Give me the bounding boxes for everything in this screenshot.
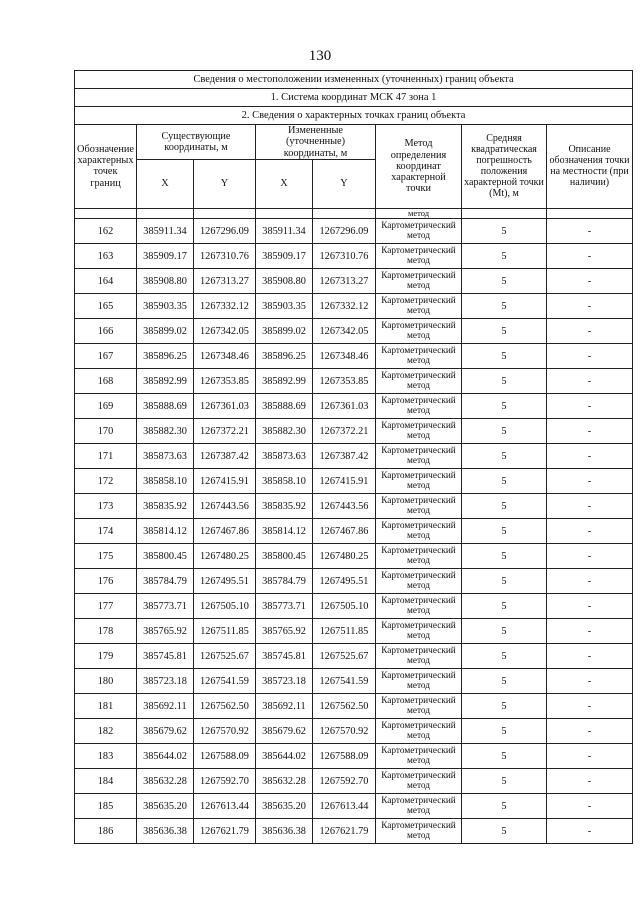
cell-method: Картометрический метод	[376, 544, 462, 569]
cell-point-id: 162	[75, 219, 137, 244]
cell-changed-y: 1267505.10	[313, 594, 376, 619]
cell-existing-y: 1267332.12	[194, 294, 256, 319]
cell-existing-y: 1267525.67	[194, 644, 256, 669]
cell-accuracy-mt: 5	[462, 544, 547, 569]
cell-existing-x: 385858.10	[137, 469, 194, 494]
continuation-row	[75, 208, 633, 218]
cell-accuracy-mt: 5	[462, 419, 547, 444]
cell-point-id: 184	[75, 769, 137, 794]
cell-existing-y: 1267592.70	[194, 769, 256, 794]
cell-existing-x: 385888.69	[137, 394, 194, 419]
cell-existing-x: 385644.02	[137, 744, 194, 769]
cell-changed-y: 1267313.27	[313, 269, 376, 294]
cell-method: Картометрический метод	[376, 444, 462, 469]
cell-accuracy-mt: 5	[462, 344, 547, 369]
cell-changed-y: 1267621.79	[313, 819, 376, 844]
cell-description: -	[547, 619, 633, 644]
cell-point-id: 164	[75, 269, 137, 294]
cell-description: -	[547, 394, 633, 419]
cell-existing-x: 385909.17	[137, 244, 194, 269]
cell-method: Картометрический метод	[376, 694, 462, 719]
cell-changed-x: 385903.35	[256, 294, 313, 319]
cell-accuracy-mt: 5	[462, 719, 547, 744]
cell-changed-x: 385835.92	[256, 494, 313, 519]
cell-point-id: 176	[75, 569, 137, 594]
table-row	[75, 694, 633, 719]
table-row	[75, 769, 633, 794]
cell-existing-x: 385882.30	[137, 419, 194, 444]
cell-accuracy-mt: 5	[462, 619, 547, 644]
cell-changed-y: 1267342.05	[313, 319, 376, 344]
table-row	[75, 294, 633, 319]
header-designation: Обозначение характерных точек границ	[75, 125, 137, 209]
cell-existing-y: 1267387.42	[194, 444, 256, 469]
cell-description: -	[547, 769, 633, 794]
table-row	[75, 719, 633, 744]
cell-point-id: 171	[75, 444, 137, 469]
cell-changed-y: 1267495.51	[313, 569, 376, 594]
cell-changed-x: 385632.28	[256, 769, 313, 794]
cell-changed-y: 1267353.85	[313, 369, 376, 394]
cell-existing-x: 385723.18	[137, 669, 194, 694]
cell-point-id: 173	[75, 494, 137, 519]
cell-changed-y: 1267562.50	[313, 694, 376, 719]
table-row	[75, 519, 633, 544]
boundary-points-table	[74, 70, 633, 844]
continuation-method: метод	[376, 208, 462, 218]
cell-existing-y: 1267296.09	[194, 219, 256, 244]
cell-method: Картометрический метод	[376, 644, 462, 669]
cell-changed-x: 385814.12	[256, 519, 313, 544]
cell-existing-x: 385873.63	[137, 444, 194, 469]
cell-method: Картометрический метод	[376, 244, 462, 269]
cell-description: -	[547, 694, 633, 719]
table-row	[75, 444, 633, 469]
cell-changed-x: 385858.10	[256, 469, 313, 494]
cell-existing-y: 1267415.91	[194, 469, 256, 494]
cell-changed-y: 1267296.09	[313, 219, 376, 244]
cell-changed-x: 385635.20	[256, 794, 313, 819]
cell-accuracy-mt: 5	[462, 394, 547, 419]
cell-accuracy-mt: 5	[462, 744, 547, 769]
cell-method: Картометрический метод	[376, 219, 462, 244]
cell-existing-y: 1267495.51	[194, 569, 256, 594]
cell-description: -	[547, 594, 633, 619]
cell-existing-y: 1267443.56	[194, 494, 256, 519]
cell-existing-y: 1267480.25	[194, 544, 256, 569]
table-row	[75, 569, 633, 594]
cell-method: Картометрический метод	[376, 319, 462, 344]
table-row	[75, 419, 633, 444]
cell-description: -	[547, 244, 633, 269]
cell-point-id: 181	[75, 694, 137, 719]
cell-description: -	[547, 519, 633, 544]
cell-description: -	[547, 444, 633, 469]
cell-description: -	[547, 469, 633, 494]
cell-method: Картометрический метод	[376, 394, 462, 419]
header-changed-y: Y	[313, 159, 376, 208]
cell-point-id: 163	[75, 244, 137, 269]
cell-changed-x: 385773.71	[256, 594, 313, 619]
cell-changed-x: 385909.17	[256, 244, 313, 269]
cell-description: -	[547, 819, 633, 844]
table-row	[75, 244, 633, 269]
cell-changed-y: 1267541.59	[313, 669, 376, 694]
cell-changed-y: 1267387.42	[313, 444, 376, 469]
cell-existing-y: 1267541.59	[194, 669, 256, 694]
cell-point-id: 186	[75, 819, 137, 844]
cell-method: Картометрический метод	[376, 594, 462, 619]
cell-method: Картометрический метод	[376, 269, 462, 294]
table-row	[75, 794, 633, 819]
cell-accuracy-mt: 5	[462, 369, 547, 394]
cell-method: Картометрический метод	[376, 494, 462, 519]
cell-description: -	[547, 744, 633, 769]
cell-existing-y: 1267570.92	[194, 719, 256, 744]
header-changed-coordinates: Измененные (уточненные) координаты, м	[256, 125, 376, 160]
cell-existing-y: 1267613.44	[194, 794, 256, 819]
header-method: Метод определения координат характерной точки	[376, 125, 462, 209]
table-row	[75, 219, 633, 244]
cell-changed-x: 385896.25	[256, 344, 313, 369]
cell-changed-y: 1267332.12	[313, 294, 376, 319]
cell-description: -	[547, 294, 633, 319]
cell-accuracy-mt: 5	[462, 519, 547, 544]
cell-existing-y: 1267372.21	[194, 419, 256, 444]
cell-changed-y: 1267588.09	[313, 744, 376, 769]
cell-method: Картометрический метод	[376, 619, 462, 644]
cell-description: -	[547, 644, 633, 669]
cell-accuracy-mt: 5	[462, 794, 547, 819]
cell-existing-x: 385911.34	[137, 219, 194, 244]
cell-existing-x: 385800.45	[137, 544, 194, 569]
cell-method: Картометрический метод	[376, 719, 462, 744]
cell-method: Картометрический метод	[376, 769, 462, 794]
cell-changed-x: 385873.63	[256, 444, 313, 469]
cell-changed-x: 385644.02	[256, 744, 313, 769]
cell-changed-y: 1267613.44	[313, 794, 376, 819]
cell-method: Картометрический метод	[376, 469, 462, 494]
cell-description: -	[547, 319, 633, 344]
cell-existing-y: 1267505.10	[194, 594, 256, 619]
cell-point-id: 169	[75, 394, 137, 419]
cell-changed-y: 1267348.46	[313, 344, 376, 369]
cell-existing-y: 1267348.46	[194, 344, 256, 369]
cell-existing-y: 1267511.85	[194, 619, 256, 644]
cell-changed-x: 385679.62	[256, 719, 313, 744]
cell-description: -	[547, 669, 633, 694]
cell-existing-x: 385892.99	[137, 369, 194, 394]
header-existing-x: X	[137, 159, 194, 208]
header-accuracy: Средняя квадратическая погрешность положения характерной точки (Mt), м	[462, 125, 547, 209]
cell-method: Картометрический метод	[376, 794, 462, 819]
table-row	[75, 344, 633, 369]
cell-changed-y: 1267361.03	[313, 394, 376, 419]
cell-changed-y: 1267570.92	[313, 719, 376, 744]
cell-method: Картометрический метод	[376, 344, 462, 369]
table-row	[75, 619, 633, 644]
cell-point-id: 172	[75, 469, 137, 494]
cell-description: -	[547, 344, 633, 369]
cell-accuracy-mt: 5	[462, 594, 547, 619]
table-row	[75, 494, 633, 519]
cell-description: -	[547, 219, 633, 244]
cell-changed-y: 1267310.76	[313, 244, 376, 269]
cell-description: -	[547, 369, 633, 394]
cell-point-id: 177	[75, 594, 137, 619]
cell-point-id: 168	[75, 369, 137, 394]
cell-point-id: 183	[75, 744, 137, 769]
cell-accuracy-mt: 5	[462, 444, 547, 469]
cell-existing-x: 385773.71	[137, 594, 194, 619]
cell-point-id: 174	[75, 519, 137, 544]
cell-point-id: 182	[75, 719, 137, 744]
cell-existing-x: 385784.79	[137, 569, 194, 594]
cell-accuracy-mt: 5	[462, 569, 547, 594]
cell-existing-y: 1267562.50	[194, 694, 256, 719]
cell-existing-y: 1267313.27	[194, 269, 256, 294]
cell-accuracy-mt: 5	[462, 269, 547, 294]
cell-existing-x: 385692.11	[137, 694, 194, 719]
cell-method: Картометрический метод	[376, 744, 462, 769]
cell-changed-x: 385800.45	[256, 544, 313, 569]
cell-changed-y: 1267443.56	[313, 494, 376, 519]
cell-existing-x: 385903.35	[137, 294, 194, 319]
cell-point-id: 165	[75, 294, 137, 319]
cell-changed-x: 385888.69	[256, 394, 313, 419]
cell-accuracy-mt: 5	[462, 819, 547, 844]
section-title: 2. Сведения о характерных точках границ объекта	[75, 107, 633, 125]
cell-description: -	[547, 719, 633, 744]
cell-accuracy-mt: 5	[462, 694, 547, 719]
cell-existing-x: 385814.12	[137, 519, 194, 544]
cell-description: -	[547, 269, 633, 294]
cell-existing-x: 385899.02	[137, 319, 194, 344]
cell-description: -	[547, 419, 633, 444]
table-row	[75, 744, 633, 769]
cell-description: -	[547, 494, 633, 519]
cell-method: Картометрический метод	[376, 519, 462, 544]
cell-changed-y: 1267525.67	[313, 644, 376, 669]
header-existing-coordinates: Существующие координаты, м	[137, 125, 256, 160]
cell-changed-x: 385911.34	[256, 219, 313, 244]
cell-changed-y: 1267511.85	[313, 619, 376, 644]
cell-changed-x: 385723.18	[256, 669, 313, 694]
cell-changed-x: 385765.92	[256, 619, 313, 644]
cell-changed-x: 385899.02	[256, 319, 313, 344]
cell-point-id: 166	[75, 319, 137, 344]
header-existing-y: Y	[194, 159, 256, 208]
cell-existing-x: 385835.92	[137, 494, 194, 519]
cell-description: -	[547, 544, 633, 569]
cell-accuracy-mt: 5	[462, 294, 547, 319]
cell-changed-y: 1267372.21	[313, 419, 376, 444]
cell-existing-y: 1267467.86	[194, 519, 256, 544]
cell-point-id: 179	[75, 644, 137, 669]
cell-accuracy-mt: 5	[462, 319, 547, 344]
table-row	[75, 394, 633, 419]
table-row	[75, 669, 633, 694]
cell-existing-x: 385908.80	[137, 269, 194, 294]
cell-point-id: 185	[75, 794, 137, 819]
cell-existing-y: 1267621.79	[194, 819, 256, 844]
cell-existing-y: 1267342.05	[194, 319, 256, 344]
cell-method: Картометрический метод	[376, 294, 462, 319]
cell-existing-y: 1267353.85	[194, 369, 256, 394]
cell-description: -	[547, 569, 633, 594]
cell-accuracy-mt: 5	[462, 769, 547, 794]
cell-point-id: 170	[75, 419, 137, 444]
table-row	[75, 319, 633, 344]
cell-accuracy-mt: 5	[462, 469, 547, 494]
cell-existing-x: 385636.38	[137, 819, 194, 844]
cell-changed-y: 1267467.86	[313, 519, 376, 544]
cell-accuracy-mt: 5	[462, 669, 547, 694]
table-row	[75, 819, 633, 844]
cell-existing-x: 385632.28	[137, 769, 194, 794]
cell-changed-x: 385784.79	[256, 569, 313, 594]
cell-changed-x: 385892.99	[256, 369, 313, 394]
cell-accuracy-mt: 5	[462, 644, 547, 669]
table-title: Сведения о местоположении измененных (уточненных) границ объекта	[75, 71, 633, 89]
table-row	[75, 369, 633, 394]
cell-point-id: 178	[75, 619, 137, 644]
cell-changed-y: 1267415.91	[313, 469, 376, 494]
cell-changed-x: 385882.30	[256, 419, 313, 444]
cell-point-id: 180	[75, 669, 137, 694]
cell-point-id: 175	[75, 544, 137, 569]
cell-existing-y: 1267310.76	[194, 244, 256, 269]
cell-method: Картометрический метод	[376, 569, 462, 594]
cell-method: Картометрический метод	[376, 369, 462, 394]
cell-changed-x: 385692.11	[256, 694, 313, 719]
cell-changed-x: 385908.80	[256, 269, 313, 294]
cell-point-id: 167	[75, 344, 137, 369]
cell-existing-y: 1267588.09	[194, 744, 256, 769]
cell-method: Картометрический метод	[376, 419, 462, 444]
cell-existing-x: 385635.20	[137, 794, 194, 819]
cell-changed-x: 385636.38	[256, 819, 313, 844]
table-row	[75, 594, 633, 619]
cell-changed-y: 1267592.70	[313, 769, 376, 794]
header-changed-x: X	[256, 159, 313, 208]
cell-accuracy-mt: 5	[462, 494, 547, 519]
cell-method: Картометрический метод	[376, 669, 462, 694]
cell-description: -	[547, 794, 633, 819]
cell-changed-x: 385745.81	[256, 644, 313, 669]
coordinate-system: 1. Система координат МСК 47 зона 1	[75, 89, 633, 107]
cell-accuracy-mt: 5	[462, 219, 547, 244]
cell-method: Картометрический метод	[376, 819, 462, 844]
table-row	[75, 544, 633, 569]
table-row	[75, 269, 633, 294]
cell-existing-x: 385896.25	[137, 344, 194, 369]
cell-existing-x: 385765.92	[137, 619, 194, 644]
cell-changed-y: 1267480.25	[313, 544, 376, 569]
header-description: Описание обозначения точки на местности (при наличии)	[547, 125, 633, 209]
page-number: 130	[308, 48, 332, 64]
table-row	[75, 644, 633, 669]
table-row	[75, 469, 633, 494]
cell-existing-y: 1267361.03	[194, 394, 256, 419]
cell-existing-x: 385679.62	[137, 719, 194, 744]
cell-existing-x: 385745.81	[137, 644, 194, 669]
cell-accuracy-mt: 5	[462, 244, 547, 269]
